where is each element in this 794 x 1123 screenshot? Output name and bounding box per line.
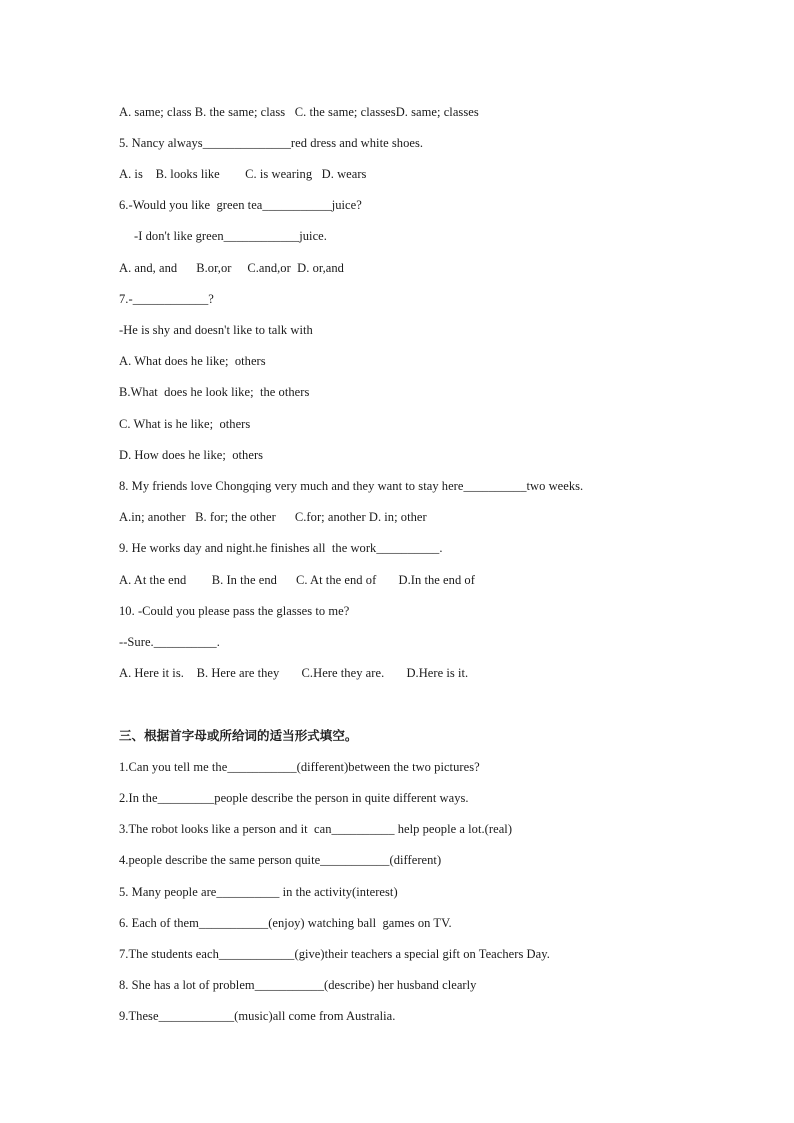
q7-option-c: C. What is he like; others: [119, 417, 251, 431]
q8-stem: 8. My friends love Chongqing very much and they want to stay here__________two weeks.: [119, 479, 584, 493]
q4-options: A. same; class B. the same; class C. the same; classesD. same; classes: [119, 105, 479, 119]
q7-reply: -He is shy and doesn't like to talk with: [119, 323, 313, 337]
q6-options: A. and, and B.or,or C.and,or D. or,and: [119, 261, 344, 275]
fill-item: 5. Many people are__________ in the activity(interest): [119, 885, 398, 899]
q7-stem: 7.-____________?: [119, 292, 214, 306]
q7-option-a: A. What does he like; others: [119, 354, 266, 368]
fill-item: 6. Each of them___________(enjoy) watching ball games on TV.: [119, 916, 452, 930]
q10-reply: --Sure.__________.: [119, 635, 220, 649]
fill-item: 2.In the_________people describe the person in quite different ways.: [119, 791, 469, 805]
q5-stem: 5. Nancy always______________red dress and white shoes.: [119, 136, 424, 150]
fill-item: 7.The students each____________(give)their teachers a special gift on Teachers Day.: [119, 947, 550, 961]
fill-item: 4.people describe the same person quite___________(different): [119, 853, 442, 867]
fill-item: 8. She has a lot of problem___________(describe) her husband clearly: [119, 978, 477, 992]
q7-option-d: D. How does he like; others: [119, 448, 264, 462]
q9-options: A. At the end B. In the end C. At the end of D.In the end of: [119, 573, 475, 587]
q9-stem: 9. He works day and night.he finishes all the work__________.: [119, 541, 443, 555]
q7-option-b: B.What does he look like; the others: [119, 385, 310, 399]
fill-item: 3.The robot looks like a person and it can__________ help people a lot.(real): [119, 822, 513, 836]
q6-stem: 6.-Would you like green tea___________juice?: [119, 198, 362, 212]
q6-reply: -I don't like green____________juice.: [134, 229, 327, 243]
q10-stem: 10. -Could you please pass the glasses to me?: [119, 604, 350, 618]
q5-options: A. is B. looks like C. is wearing D. wears: [119, 167, 367, 181]
q8-options: A.in; another B. for; the other C.for; another D. in; other: [119, 510, 427, 524]
fill-item: 1.Can you tell me the___________(different)between the two pictures?: [119, 760, 480, 774]
section-heading: 三、根据首字母或所给词的适当形式填空。: [119, 728, 358, 743]
q10-options: A. Here it is. B. Here are they C.Here they are. D.Here is it.: [119, 666, 469, 680]
fill-item: 9.These____________(music)all come from Australia.: [119, 1009, 396, 1023]
